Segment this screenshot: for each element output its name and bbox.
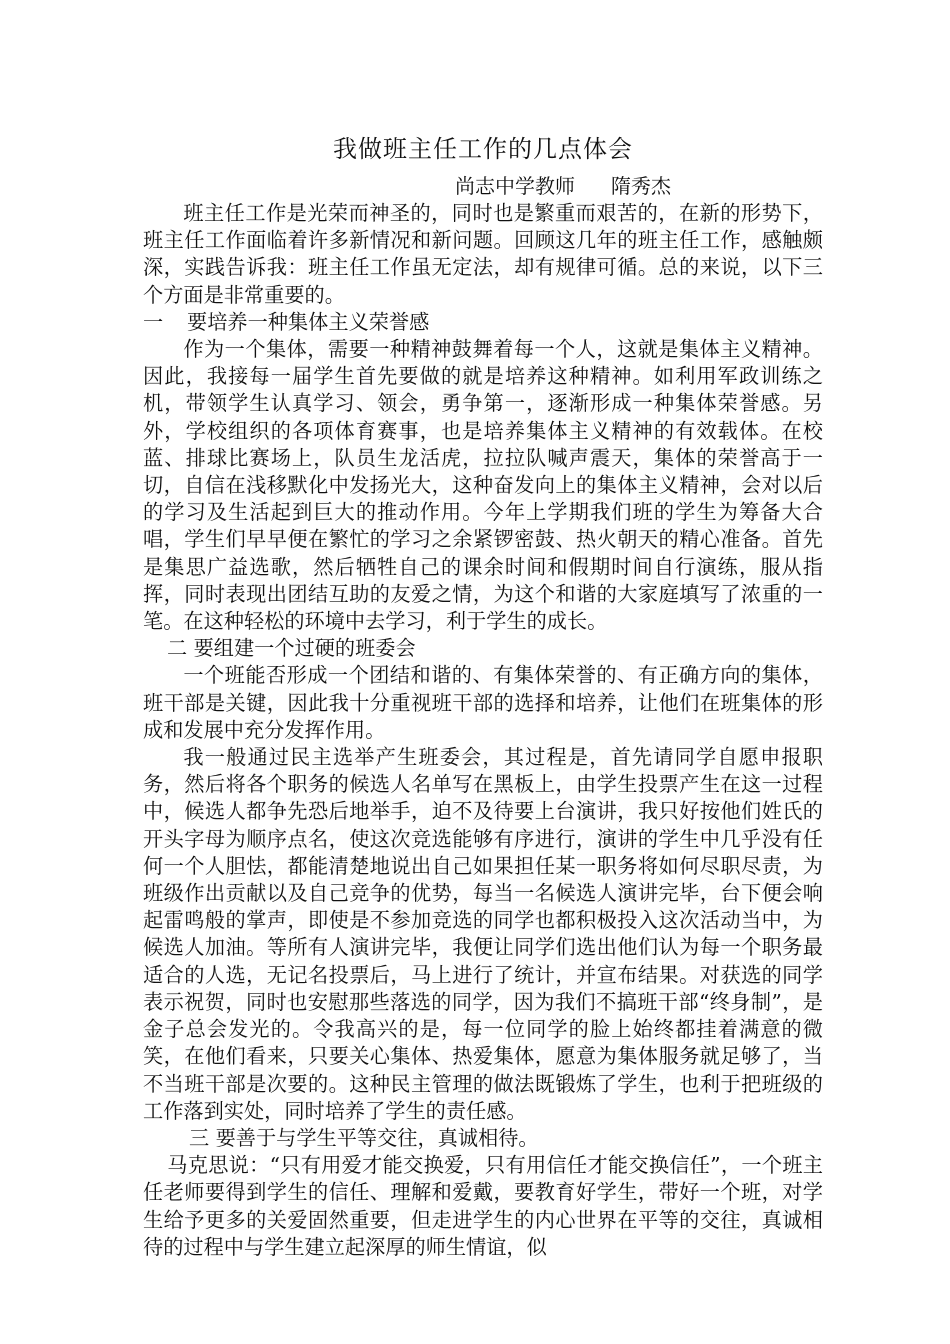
author-name: 隋秀杰: [611, 174, 671, 198]
section-2-paragraph-1: 一个班能否形成一个团结和谐的、有集体荣誉的、有正确方向的集体，班干部是关键，因此我十分重视班干部的选择和培养，让他们在班集体的形成和发展中充分发挥作用。: [143, 663, 823, 742]
section-3-heading: 三 要善于与学生平等交往，真诚相待。: [189, 1125, 539, 1150]
section-1-paragraph: 作为一个集体，需要一种精神鼓舞着每一个人，这就是集体主义精神。因此，我接每一届学生首先要做的就是培养这种精神。如利用军政训练之机，带领学生认真学习、领会，勇争第一，逐渐形成一种集体荣誉感。另外，学校组织的各项体育赛事，也是培养集体主义精神的有效载体。在校蓝、排球比赛场上，队员生龙活虎，拉拉队喊声震天，集体的荣誉高于一切，自信在浅移默化中发扬光大，这种奋发向上的集体主义精神，会对以后的学习及生活起到巨大的推动作用。今年上学期我们班的学生为筹备大合唱，学生们早早便在繁忙的学习之余紧锣密鼓、热火朝天的精心准备。首先是集思广益选歌，然后牺牲自己的课余时间和假期时间自行演练，服从指挥，同时表现出团结互助的友爱之情，为这个和谐的大家庭填写了浓重的一笔。在这种轻松的环境中去学习，利于学生的成长。: [143, 337, 823, 634]
author-school: 尚志中学教师: [455, 174, 575, 198]
section-1-heading: [143, 309, 823, 336]
document-page: [143, 132, 823, 1261]
section-2-paragraph-2: 我一般通过民主选举产生班委会，其过程是，首先请同学自愿申报职务，然后将各个职务的候选人名单写在黑板上，由学生投票产生在这一过程中，候选人都争先恐后地举手，迫不及待要上台演讲，我只好按他们姓氏的开头字母为顺序点名，使这次竞选能够有序进行，演讲的学生中几乎没有任何一个人胆怯，都能清楚地说出自己如果担任某一职务将如何尽职尽责，为班级作出贡献以及自己竞争的优势，每当一名候选人演讲完毕，台下便会响起雷鸣般的掌声，即使是不参加竞选的同学也都积极投入这次活动当中，为候选人加油。等所有人演讲完毕，我便让同学们选出他们认为每一个职务最适合的人选，无记名投票后，马上进行了统计，并宣布结果。对获选的同学表示祝贺，同时也安慰那些落选的同学，因为我们不搞班干部“终身制”，是金子总会发光的。令我高兴的是，每一位同学的脸上始终都挂着满意的微笑，在他们看来，只要关心集体、热爱集体，愿意为集体服务就足够了，当不当班干部是次要的。这种民主管理的做法既锻炼了学生，也利于把班级的工作落到实处，同时培养了学生的责任感。: [143, 745, 823, 1123]
byline: [143, 172, 823, 200]
section-3-paragraph: 马克思说：“只有用爱才能交换爱，只有用信任才能交换信任”，一个班主任老师要得到学生的信任、理解和爱戴，要教育好学生，带好一个班，对学生给予更多的关爱固然重要，但走进学生的内心世界在平等的交往，真诚相待的过程中与学生建立起深厚的师生情谊，似: [143, 1153, 823, 1259]
section-2-heading: 二 要组建一个过硬的班委会: [167, 636, 416, 661]
document-title: 我做班主任工作的几点体会: [333, 135, 633, 163]
intro-paragraph: 班主任工作是光荣而神圣的，同时也是繁重而艰苦的，在新的形势下，班主任工作面临着许多新情况和新问题。回顾这几年的班主任工作，感触颇深，实践告诉我：班主任工作虽无定法，却有规律可循。总的来说，以下三个方面是非常重要的。: [143, 201, 823, 307]
section-1-title: 要培养一种集体主义荣誉感: [187, 309, 430, 334]
section-1-number: 一: [143, 309, 164, 334]
